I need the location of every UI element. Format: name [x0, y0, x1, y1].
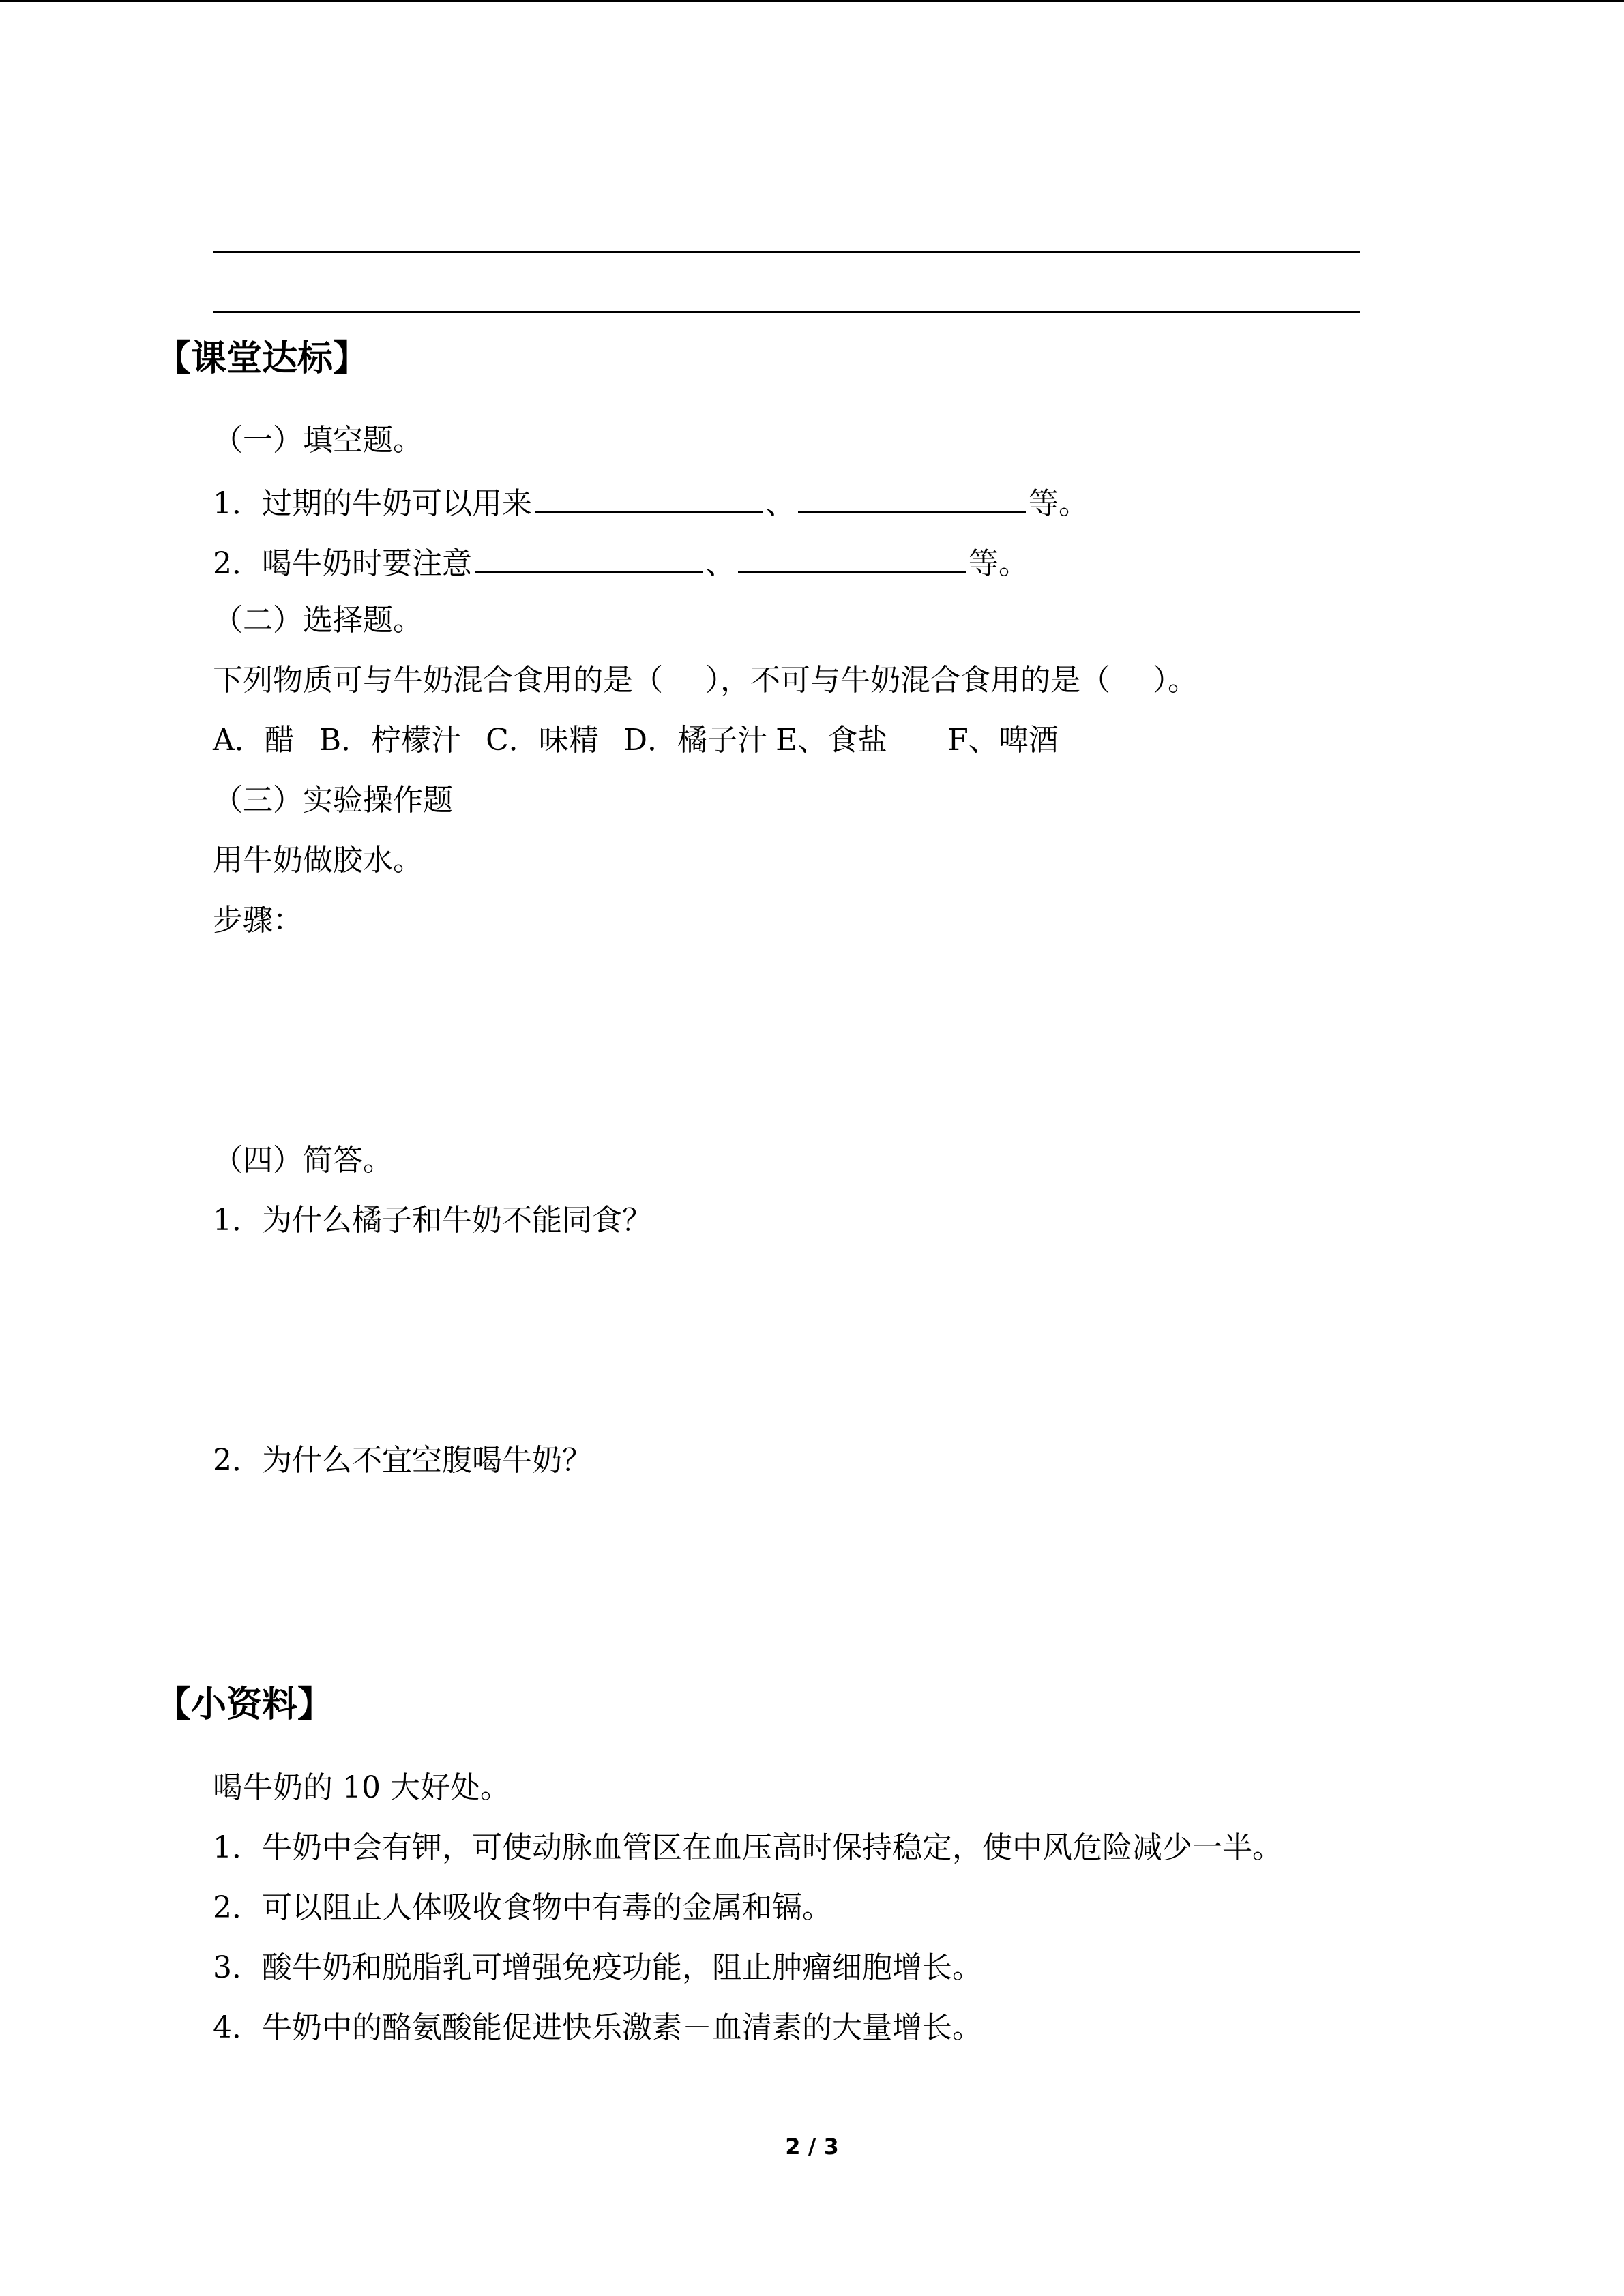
info-intro: 喝牛奶的 10 大好处。: [213, 1770, 510, 1805]
info-item-4: 4．牛奶中的酪氨酸能促进快乐激素－血清素的大量增长。: [213, 2010, 982, 2045]
fill-in-title: （一）填空题。: [213, 423, 423, 458]
info-item-3: 3．酸牛奶和脱脂乳可增强免疫功能，阻止肿瘤细胞增长。: [213, 1950, 982, 1985]
option-a: A．醋: [213, 723, 295, 758]
option-c: C．味精: [486, 723, 599, 758]
page-top-border: [0, 0, 1624, 2]
separator: 、: [765, 486, 795, 521]
short-answer-question-1: 1．为什么橘子和牛奶不能同食？: [213, 1203, 652, 1238]
short-answer-question-2: 2．为什么不宜空腹喝牛奶？: [213, 1443, 592, 1478]
fill-in-question-1: [213, 481, 1089, 523]
option-d: D．橘子汁: [623, 723, 768, 758]
choice-options: [213, 721, 1059, 760]
question-text: 2．喝牛奶时要注意: [213, 546, 472, 581]
page-number: 2 / 3: [785, 2134, 839, 2160]
section-heading-info: 【小资料】: [156, 1684, 334, 1725]
option-b: B．柠檬汁: [319, 723, 462, 758]
fill-in-question-2: [213, 541, 1029, 583]
answer-rule-line: [213, 251, 1360, 253]
question-text: ），不可与牛奶混合食用的是（: [705, 663, 1110, 698]
answer-blank[interactable]: [738, 541, 966, 573]
answer-blank[interactable]: [475, 541, 703, 573]
choice-title: （二）选择题。: [213, 603, 423, 638]
section-heading-class-standard: 【课堂达标】: [156, 338, 369, 379]
option-e: E、食盐: [776, 723, 888, 758]
info-item-2: 2．可以阻止人体吸收食物中有毒的金属和镉。: [213, 1890, 832, 1925]
question-suffix: 等。: [1029, 486, 1089, 521]
experiment-title: （三）实验操作题: [213, 783, 453, 818]
experiment-task: 用牛奶做胶水。: [213, 843, 423, 878]
info-item-1: 1．牛奶中会有钾，可使动脉血管区在血压高时保持稳定，使中风危险减少一半。: [213, 1830, 1282, 1865]
question-suffix: 等。: [969, 546, 1029, 581]
answer-blank[interactable]: [535, 481, 763, 513]
question-text: 1．过期的牛奶可以用来: [213, 486, 532, 521]
choice-question: [213, 661, 1198, 700]
option-f: F、啤酒: [947, 723, 1059, 758]
question-text: ）。: [1153, 663, 1198, 698]
experiment-steps-label: 步骤：: [213, 903, 303, 938]
answer-blank[interactable]: [798, 481, 1026, 513]
separator: 、: [705, 546, 735, 581]
question-text: 下列物质可与牛奶混合食用的是（: [213, 663, 663, 698]
short-answer-title: （四）简答。: [213, 1143, 393, 1178]
answer-rule-line: [213, 311, 1360, 313]
